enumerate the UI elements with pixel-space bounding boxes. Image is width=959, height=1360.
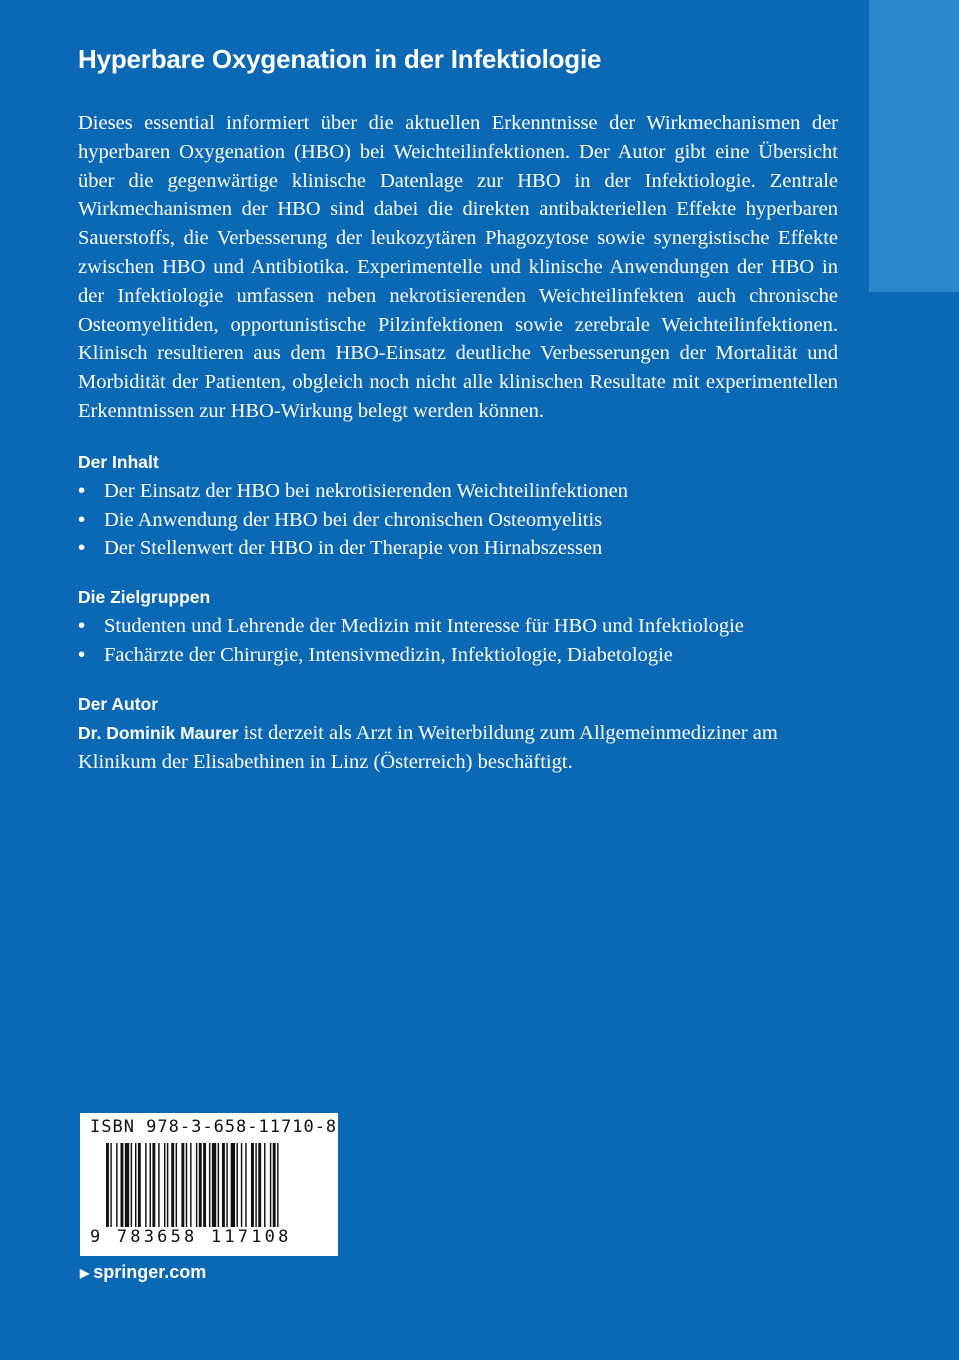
list-item [78, 612, 838, 641]
barcode-bar [145, 1143, 146, 1227]
barcode-bar [264, 1143, 265, 1227]
author-name: Dr. Dominik Maurer [78, 722, 239, 743]
barcode-bar [231, 1143, 235, 1227]
barcode-bar [158, 1143, 159, 1227]
barcode-bar [186, 1143, 187, 1227]
list-item [78, 534, 838, 563]
barcode-bar [106, 1143, 109, 1227]
barcode-bar [138, 1143, 141, 1227]
isbn-barcode [80, 1113, 338, 1256]
list-item-text: Der Einsatz der HBO bei nekrotisierenden Weichteilinfektionen [104, 479, 628, 502]
arrow-right-icon: ▶ [80, 1265, 90, 1280]
bullet-icon: • [78, 507, 86, 531]
barcode-bar [245, 1143, 246, 1227]
section-heading-autor: Der Autor [78, 693, 159, 714]
barcode-bar [218, 1143, 219, 1227]
barcode-bar [110, 1143, 111, 1227]
page-title: Hyperbare Oxygenation in der Infektiologie [78, 44, 602, 74]
author-bio [78, 719, 838, 777]
list-item [78, 477, 838, 506]
section-zielgruppen [78, 587, 838, 670]
barcode-bar [125, 1143, 129, 1227]
barcode-bar [176, 1143, 177, 1227]
description-paragraph: Dieses essential informiert über die aktuellen Erkenntnisse der Wirkmechanismen der hyperbaren Oxygenation (HBO) bei Weichteilinfektionen. Der Autor gibt eine Übersicht über die gegenwärtige klinische Datenlage zur HBO in der Infektiologie. Zentrale Wirkmechanismen der HBO sind dabei die direkten antibakteriellen Effekte hyperbaren Sauerstoffs, die Verbesserung der leukozytären Phagozytose sowie synergistische Effekte zwischen HBO und Antibiotika. Experimentelle und klinische Anwendungen der HBO in der Infektiologie umfassen neben nekrotisierenden Weichteilinfekten auch chronische Osteomyelitiden, opportunistische Pilzinfektionen sowie zerebrale Weichteilinfektionen. Klinisch resultieren aus dem HBO-Einsatz deutliche Verbesserungen der Mortalität und Morbidität der Patienten, obgleich noch nicht alle klinischen Resultate mit experimentellen Erkenntnissen zur HBO-Wirkung belegt werden können. [78, 112, 838, 422]
barcode-bar [150, 1143, 151, 1227]
section-autor [78, 694, 838, 777]
barcode-bar [152, 1143, 155, 1227]
barcode-bar [203, 1143, 206, 1227]
bullet-icon: • [78, 642, 86, 666]
barcode-bar [222, 1143, 225, 1227]
list-item-text: Der Stellenwert der HBO in der Therapie von Hirnabszessen [104, 537, 603, 560]
bullet-icon: • [78, 478, 86, 502]
list-item [78, 641, 838, 670]
barcode-bar [277, 1143, 278, 1227]
barcode-bar [258, 1143, 261, 1227]
barcode-bar [116, 1143, 117, 1227]
isbn-label: ISBN 978-3-658-11710-8 [90, 1117, 338, 1137]
bullet-icon: • [78, 536, 86, 560]
barcode-bars [106, 1143, 316, 1227]
barcode-bar [237, 1143, 238, 1227]
list-item [78, 506, 838, 535]
barcode-bar [255, 1143, 256, 1227]
back-cover-content [78, 44, 838, 776]
barcode-bar [171, 1143, 174, 1227]
barcode-bar [181, 1143, 184, 1227]
barcode-bar [273, 1143, 276, 1227]
section-inhalt [78, 452, 838, 563]
barcode-bar [199, 1143, 202, 1227]
barcode-bar [270, 1143, 271, 1227]
barcode-bar [226, 1143, 227, 1227]
barcode-bar [190, 1143, 191, 1227]
list-item-text: Fachärzte der Chirurgie, Intensivmedizin, Infektiologie, Diabetologie [104, 643, 673, 666]
bullet-icon: • [78, 614, 86, 638]
publisher-url: springer.com [93, 1262, 207, 1282]
barcode-bar [209, 1143, 210, 1227]
accent-strip [869, 0, 959, 292]
barcode-bar [241, 1143, 242, 1227]
inhalt-list [78, 477, 838, 563]
list-item-text: Die Anwendung der HBO bei der chronischen Osteomyelitis [104, 508, 603, 531]
author-bio-text: ist derzeit als Arzt in Weiterbildung zum Allgemeinmediziner am Klinikum der Elisabethinen in Linz (Österreich) beschäftigt. [78, 721, 778, 773]
section-heading-inhalt: Der Inhalt [78, 451, 159, 472]
barcode-bar [167, 1143, 168, 1227]
barcode-digits: 9 783658 117108 [90, 1227, 292, 1247]
barcode-bar [121, 1143, 124, 1227]
barcode-bar [251, 1143, 254, 1227]
barcode-bar [131, 1143, 132, 1227]
barcode-bar [135, 1143, 136, 1227]
publisher-link[interactable] [80, 1262, 206, 1283]
barcode-bar [196, 1143, 197, 1227]
barcode-bar [164, 1143, 165, 1227]
barcode-bar [212, 1143, 216, 1227]
zielgruppen-list [78, 612, 838, 670]
section-heading-zielgruppen: Die Zielgruppen [78, 587, 211, 608]
list-item-text: Studenten und Lehrende der Medizin mit Interesse für HBO und Infektiologie [104, 615, 744, 638]
